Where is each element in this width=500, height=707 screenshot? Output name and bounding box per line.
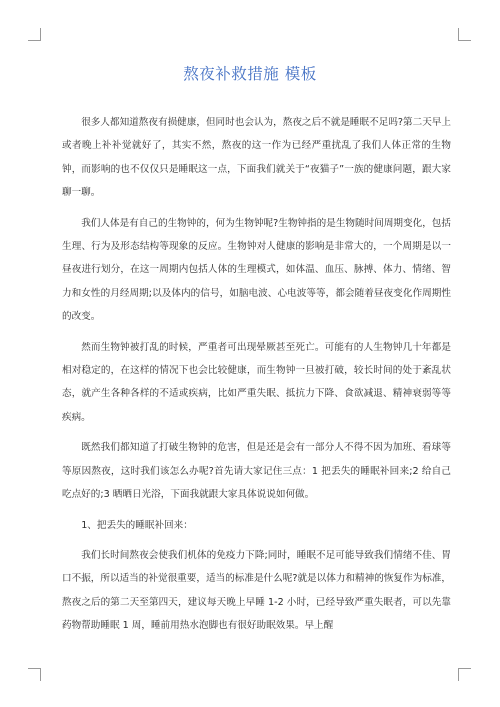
paragraph: 我们人体是有自己的生物钟的，何为生物钟呢?生物钟指的是生物随时间周期变化，包括生理、行为及形态结构等现象的反应。生物钟对人健康的影响是非常大的，一个周期是以一昼夜进行划分，在这一周期内包括人体的生理模式，如体温、血压、脉搏、体力、情绪、智力和女性的月经周期;以及体内的信号，如脑电波、心电波等等，都会随着昼夜变化作周期性的改变。 [62,217,451,323]
section-heading: 1、把丢失的睡眠补回来： [81,519,193,531]
document-title: 熬夜补救措施 模板 [183,65,317,83]
crop-mark-top-right [458,28,471,41]
crop-mark-top-left [28,28,41,41]
crop-mark-bottom-right [458,668,471,681]
paragraph: 既然我们都知道了打破生物钟的危害，但是还是会有一部分人不得不因为加班、看球等等原因熬夜，这时我们该怎么办呢?首先请大家记住三点：1 把丢失的睡眠补回来;2 给自己吃点好的;3 晒晒日光浴，下面我就跟大家具体说说如何做。 [62,442,451,501]
paragraph: 很多人都知道熬夜有损健康，但同时也会认为，熬夜之后不就是睡眠不足吗?第二天早上或者晚上补补觉就好了，其实不然，熬夜的这一作为已经严重扰乱了我们人体正常的生物钟，而影响的也不仅仅只是睡眠这一点，下面我们就关于“夜猫子”一族的健康问题，跟大家聊一聊。 [62,117,451,199]
document-body [62,111,451,645]
crop-mark-bottom-left [28,668,41,681]
paragraph: 然而生物钟被打乱的时候，严重者可出现晕厥甚至死亡。可能有的人生物钟几十年都是相对稳定的，在这样的情况下也会比较健康，而生物钟一旦被打破，较长时间的处于紊乱状态，就产生各种各样的不适或疾病，比如严重失眠、抵抗力下降、食欲减退、精神衰弱等等疾病。 [62,341,451,423]
paragraph: 我们长时间熬夜会使我们机体的免疫力下降;同时，睡眠不足可能导致我们情绪不佳、胃口不振，所以适当的补觉很重要，适当的标准是什么呢?就是以体力和精神的恢复作为标准，熬夜之后的第二天至第四天，建议每天晚上早睡 1-2 小时，已经导致严重失眠者，可以先靠药物帮助睡眠 1 周，睡前用热水泡脚也有很好助眠效果。早上醒 [62,549,451,632]
